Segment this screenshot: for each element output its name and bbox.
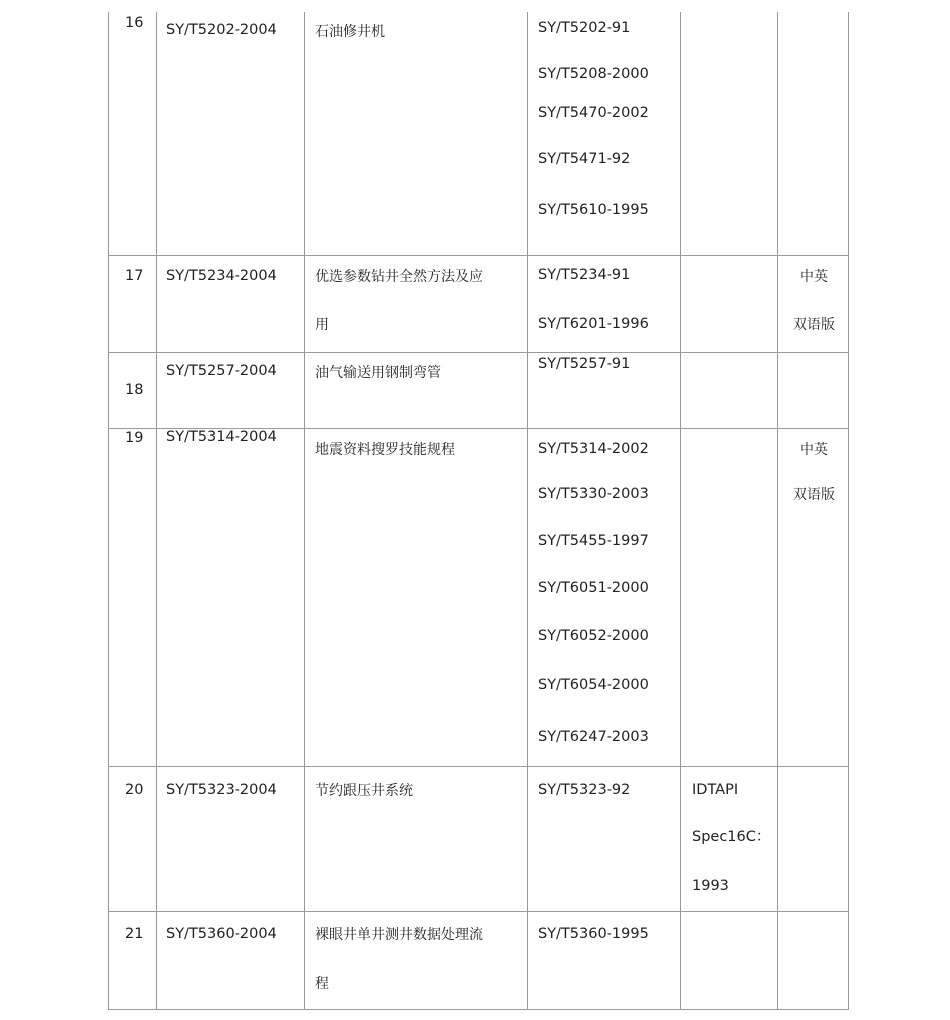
row-number: 21 xyxy=(125,926,144,942)
standard-name: 用 xyxy=(315,317,329,333)
standards-table xyxy=(108,12,849,1010)
standard-name: 节约跟压井系统 xyxy=(315,783,413,799)
row-divider xyxy=(108,911,849,912)
adopted-standard: IDTAPI xyxy=(692,782,739,798)
row-divider xyxy=(108,255,849,256)
replaced-standard: SY/T5234-91 xyxy=(538,267,631,283)
table-border-left xyxy=(108,12,109,1010)
replaced-standard: SY/T5257-91 xyxy=(538,356,631,372)
standard-code: SY/T5314-2004 xyxy=(166,429,277,445)
row-divider xyxy=(108,766,849,767)
note: 双语版 xyxy=(793,487,835,503)
replaced-standard: SY/T6247-2003 xyxy=(538,729,649,745)
column-divider xyxy=(777,12,778,1010)
replaced-standard: SY/T6201-1996 xyxy=(538,316,649,332)
replaced-standard: SY/T5208-2000 xyxy=(538,66,649,82)
standard-code: SY/T5257-2004 xyxy=(166,363,277,379)
column-divider xyxy=(304,12,305,1010)
standard-code: SY/T5323-2004 xyxy=(166,782,277,798)
note: 中英 xyxy=(800,269,828,285)
row-divider xyxy=(108,352,849,353)
replaced-standard: SY/T5314-2002 xyxy=(538,441,649,457)
row-number: 18 xyxy=(125,382,144,398)
replaced-standard: SY/T6054-2000 xyxy=(538,677,649,693)
row-number: 17 xyxy=(125,268,144,284)
adopted-standard: Spec16C： xyxy=(692,829,771,845)
column-divider xyxy=(680,12,681,1010)
standard-name: 程 xyxy=(315,976,329,992)
replaced-standard: SY/T5455-1997 xyxy=(538,533,649,549)
replaced-standard: SY/T5470-2002 xyxy=(538,105,649,121)
note: 中英 xyxy=(800,442,828,458)
standard-code: SY/T5202-2004 xyxy=(166,22,277,38)
replaced-standard: SY/T5202-91 xyxy=(538,20,631,36)
row-number: 19 xyxy=(125,430,144,446)
standard-name: 优选参数钻井全然方法及应 xyxy=(315,269,483,285)
replaced-standard: SY/T5471-92 xyxy=(538,151,631,167)
table-border-bottom xyxy=(108,1009,849,1010)
replaced-standard: SY/T6052-2000 xyxy=(538,628,649,644)
replaced-standard: SY/T5330-2003 xyxy=(538,486,649,502)
standard-name: 石油修井机 xyxy=(315,24,385,40)
standard-code: SY/T5234-2004 xyxy=(166,268,277,284)
table-border-right xyxy=(848,12,849,1010)
replaced-standard: SY/T5323-92 xyxy=(538,782,631,798)
standard-name: 裸眼井单井测井数据处理流 xyxy=(315,927,483,943)
note: 双语版 xyxy=(793,317,835,333)
replaced-standard: SY/T5360-1995 xyxy=(538,926,649,942)
standard-code: SY/T5360-2004 xyxy=(166,926,277,942)
column-divider xyxy=(527,12,528,1010)
row-number: 20 xyxy=(125,782,144,798)
standard-name: 油气输送用钢制弯管 xyxy=(315,365,441,381)
replaced-standard: SY/T6051-2000 xyxy=(538,580,649,596)
replaced-standard: SY/T5610-1995 xyxy=(538,202,649,218)
adopted-standard: 1993 xyxy=(692,878,729,894)
row-number: 16 xyxy=(125,15,144,31)
standard-name: 地震资料搜罗技能规程 xyxy=(315,442,455,458)
column-divider xyxy=(156,12,157,1010)
